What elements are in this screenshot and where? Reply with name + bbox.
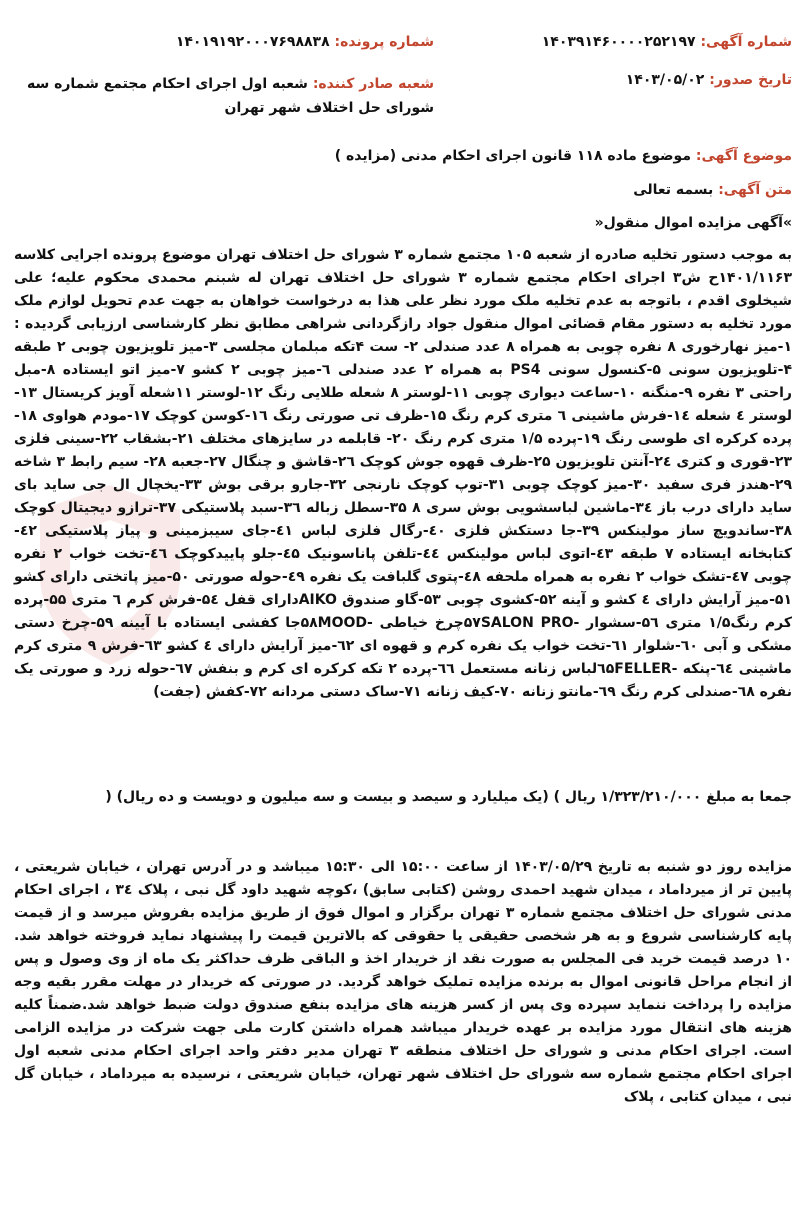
case-number-label: شماره پرونده: — [334, 34, 434, 50]
issue-date — [626, 72, 792, 88]
subject-value: موضوع ماده ۱۱۸ قانون اجرای احکام مدنی (مزایده ) — [334, 148, 691, 164]
issue-date-value: ۱۴۰۳/۰۵/۰۲ — [625, 72, 705, 88]
subject — [14, 148, 792, 164]
ad-number — [542, 34, 792, 50]
issuing-branch — [14, 72, 434, 120]
body-paragraph-auction: مزایده روز دو شنبه به تاریخ ۱۴۰۳/۰۵/۲۹ از ساعت ۱۵:۰۰ الی ۱۵:۳۰ میباشد و در آدرس تهران ، خیابان شریعتی ، پایین تر از میرداماد ، میدان شهید احمدی روشن (کتابی سابق) ،کوچه شهید داود گل نبی ، پلاک ۳٤ ، اجرای احکام مدنی شورای حل اختلاف مجتمع شماره ۳ تهران برگزار و اموال فوق از طریق مزایده بفروش میرسد و از قیمت پایه کارشناسی شروع و به هر شخصی حقیقی یا حقوقی که بالاترین قیمت را پیشنهاد نماید فروخته خواهد شد. ۱۰ درصد قیمت خرید فی المجلس به صورت نقد از خریدار اخذ و الباقی ظرف حداکثر یک ماه از وی وصول و پس از انجام مراحل قانونی اموال به برنده مزایده تملیک خواهد گردید. در صورتی که خریدار در مهلت مقرر بقیه وجه مزایده را پرداخت ننماید سپرده وی پس از کسر هزینه های مزایده بنفع صندوق دولت ضبط خواهد شد.ضمناً کلیه هزینه های انتقال مورد مزایده بر عهده خریدار میباشد همراه داشتن کارت ملی جهت شرکت در مزایده الزامی است. اجرای احکام مدنی و شورای حل اختلاف منطقه ۳ تهران مدیر دفتر واحد اجرای احکام مدنی شعبه اول اجرای احکام مجتمع شماره سه شورای حل اختلاف شهر تهران، خیابان شریعتی ، نرسیده به میرداماد ، خیابان گل نبی ، میدان کتابی ، پلاک — [14, 859, 793, 1105]
subject-label: موضوع آگهی: — [695, 148, 792, 164]
issue-date-label: تاریخ صدور: — [709, 72, 792, 88]
issuing-branch-value: شعبه اول اجرای احکام مجتمع شماره سه شورای حل اختلاف شهر تهران — [26, 76, 434, 116]
ad-number-label: شماره آگهی: — [700, 34, 792, 50]
issuing-branch-label: شعبه صادر کننده: — [312, 76, 434, 92]
body-paragraph-items: به موجب دستور تخلیه صادره از شعبه ۱۰۵ مجتمع شماره ۳ شورای حل اختلاف تهران موضوع پرونده اجرایی کلاسه ۱۴۰۱/۱۱۶۳ح ش۳ اجرای احکام مجتمع شماره ۳ شورای حل اختلاف تهران له شبنم محمدی محکوم علیه؛ علی شیخلوی اقدم ، باتوجه به عدم تخلیه ملک مورد نظر علی هذا به درخواست خواهان به جهت عدم تحویل لوازم ملک مورد تخلیه به دستور مقام قضائی اموال منقول جواد رازگردانی شراهی مطابق نظر کارشناسی ارزیابی گردیده : ۱-میز نهارخوری ۸ نفره چوبی به همراه ۸ عدد صندلی ۲- ست ۴تکه مبلمان مجلسی ۳-میز تلویزیون چوبی ۲ طبقه ۴-تلویزیون سونی ۵-کنسول سونی PS4 به همراه ۲ عدد صندلی ٦-میز چوبی ۲ کشو ۷-میز اتو ایستاده ۸-مبل راحتی ۳ نفره ۹-منگنه ۱۰-ساعت دیواری چوبی ۱۱-لوستر ۸ شعله طلایی رنگ ۱۲-لوستر ۱۱شعله آویز کریستال ۱۳-لوستر ٤ شعله ۱٤-فرش ماشینی ٦ متری کرم رنگ ۱۵-ظرف تی صورتی رنگ ۱٦-کوسن کوچک ۱۷-مودم هواوی ۱۸-پرده کرکره ای طوسی رنگ ۱۹-پرده ۱/۵ متری کرم رنگ ۲۰- قابلمه در سایزهای مختلف ۲۱-بشقاب ۲۲-سینی فلزی ۲۳-قوری و کتری ۲٤-آنتن تلویزیون ۲۵-ظرف قهوه جوش کوچک ۲٦-قاشق و چنگال ۲۷-جعبه ۲۸- سیم رابط ۳ شاخه ۲۹-هندز فری سفید ۳۰-میز کوچک چوبی ۳۱-توپ کوچک نارنجی ۳۲-جارو برقی بوش ۳۳-یخچال ال جی ساید بای ساید دارای درب باز ۳٤-ماشین لباسشویی بوش سری ۸ ۳۵-سطل زباله ۳٦-سبد پلاستیکی ۳۷-ترازو دیجیتال کوچک ۳۸-ساندویچ ساز مولینکس ۳۹-جا دستکش فلزی ٤۰-رگال فلزی لباس ٤۱-جای سیبزمینی و پیاز پلاستیکی ٤۲-کتابخانه ایستاده ۷ طبقه ٤۳-اتوی لباس مولینکس ٤٤-تلفن پاناسونیک ٤۵-جلو پاییدکوچک ٤٦-تخت خواب ۲ نفره چوبی ٤۷-تشک خواب ۲ نفره به همراه ملحفه ٤۸-پتوی گلبافت یک نفره ٤۹-حوله صورتی ۵۰-میز پاتختی دارای کشو ۵۱-میز آرایش دارای ٤ کشو و آینه ۵۲-کشوی چوبی ۵۳-گاو صندوق AIKOدارای قفل ۵٤-فرش کرم ٦ متری ۵۵-پرده کرم رنگ۱/۵ متری ۵٦-سشوار -۵۷SALON PROچرخ خیاطی -۵۸MOODجا کفشی ایستاده با آیینه ۵۹-چرخ دستی مشکی و آبی ٦۰-شلوار ٦۱-تخت خواب یک نفره کرم و قهوه ای ٦۲-میز آرایش دارای ٤ کشو ٦۳-فرش ۹ متری کرم ماشینی ٦٤-پنکه -٦۵FELLERلباس زنانه مستعمل ٦٦-پرده ۲ تکه کرکره ای کرم و بنفش ٦۷-حوله زرد و صورتی یک نفره ٦۸-صندلی کرم رنگ ٦۹-مانتو زنانه ۷۰-کیف زنانه ۷۱-ساک دستی مردانه ۷۲-کفش (جفت) — [14, 247, 793, 700]
case-number-value: ۱۴۰۱۹۱۹۲۰۰۰۷۶۹۸۸۳۸ — [175, 34, 330, 50]
header-row-numbers — [14, 34, 792, 56]
body-paragraph-total: جمعا به مبلغ ۱/۳۲۳/۲۱۰/۰۰۰ ریال ) (یک میلیارد و سیصد و بیست و سه میلیون و دویست و ده ریال) ( — [105, 789, 792, 805]
case-number — [14, 34, 434, 50]
ad-text-value: بسمه تعالی — [633, 182, 714, 198]
body-heading: »آگهی مزایده اموال منقول« — [594, 215, 792, 231]
ad-text — [14, 182, 792, 198]
ad-number-value: ۱۴۰۳۹۱۴۶۰۰۰۰۲۵۲۱۹۷ — [541, 34, 696, 50]
ad-text-label: متن آگهی: — [718, 182, 792, 198]
header-row-issue — [14, 72, 792, 132]
